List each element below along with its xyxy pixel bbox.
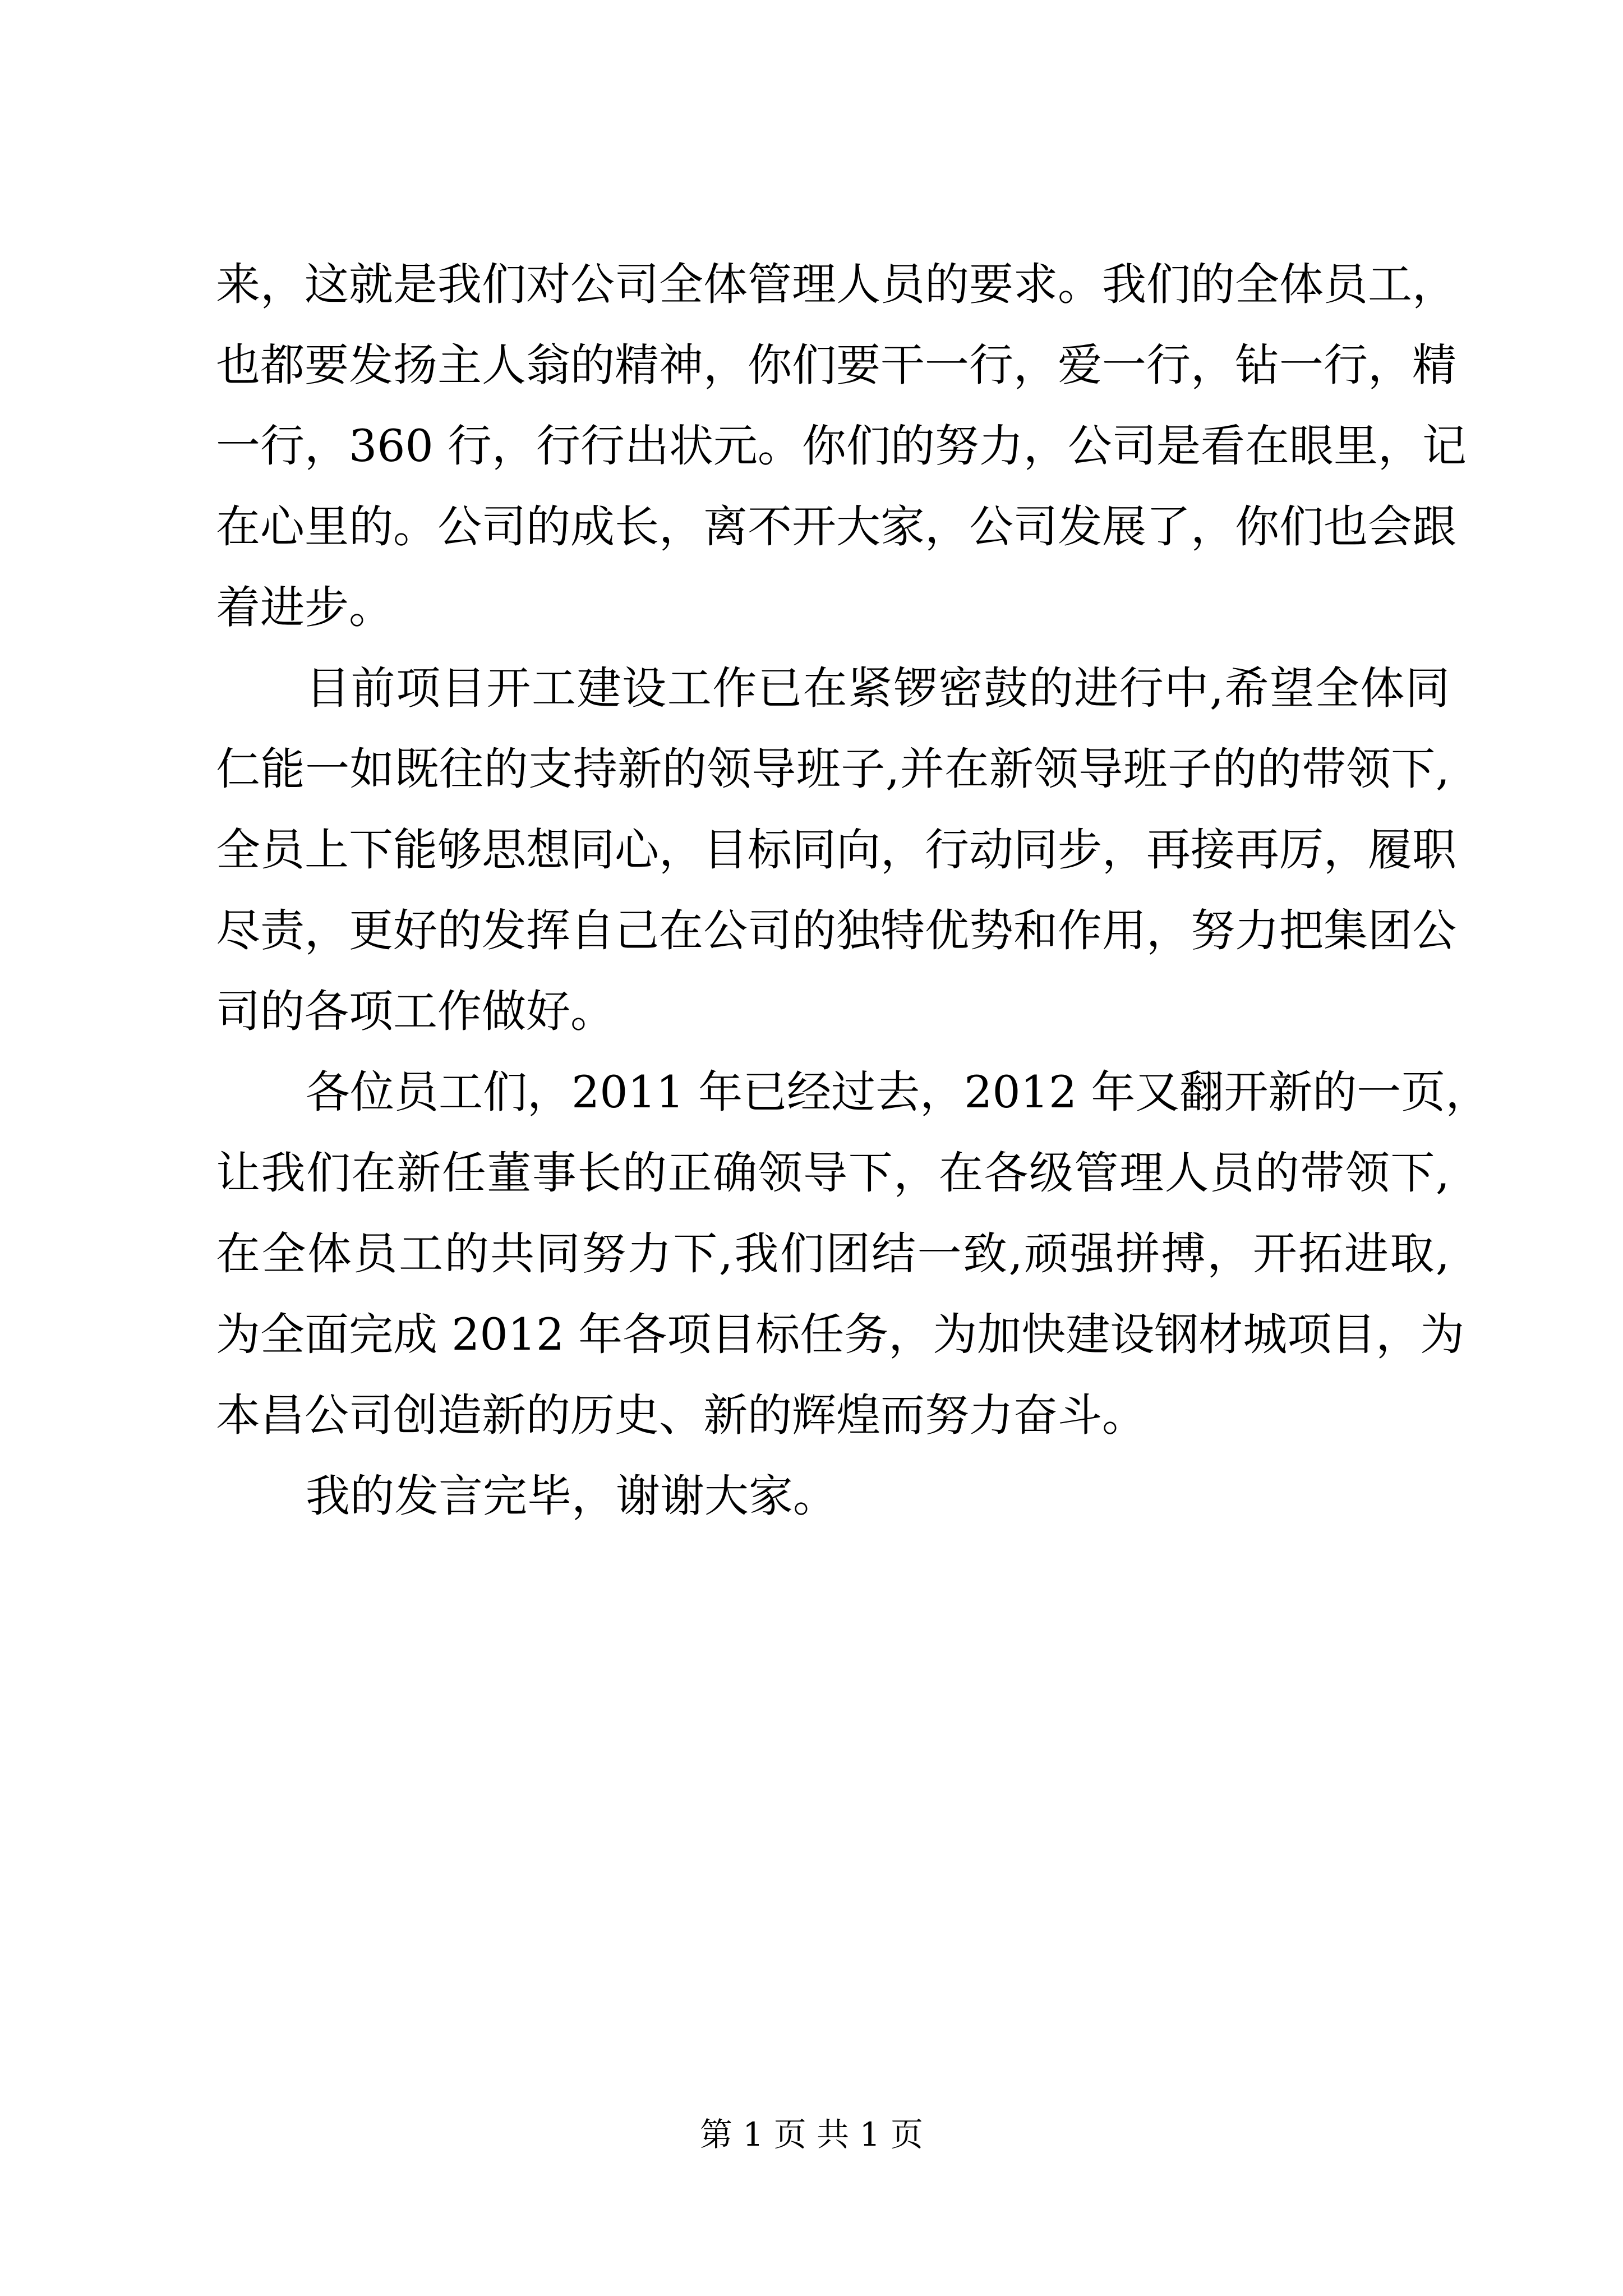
- text-line: 着进步。: [216, 582, 393, 633]
- text-line: 在心里的。公司的成长，离不开大家，公司发展了，你们也会跟: [216, 501, 1456, 553]
- text-line: 全员上下能够思想同心，目标同向，行动同步，再接再厉，履职: [216, 824, 1456, 876]
- text-line: 各位员工们，2011 年已经过去，2012 年又翻开新的一页，: [306, 1066, 1490, 1118]
- text-line: 仁能一如既往的支持新的领导班子,并在新领导班子的的带领下,: [216, 743, 1450, 795]
- body-text: [216, 244, 1490, 1536]
- text-line: 司的各项工作做好。: [216, 986, 615, 1037]
- text-line: 我的发言完毕，谢谢大家。: [306, 1470, 837, 1522]
- text-line: 在全体员工的共同努力下,我们团结一致,顽强拼搏，开拓进取,: [216, 1228, 1450, 1280]
- text-line: 尽责，更好的发挥自己在公司的独特优势和作用，努力把集团公: [216, 905, 1456, 956]
- text-line: 也都要发扬主人翁的精神，你们要干一行，爱一行，钻一行，精: [216, 339, 1456, 391]
- text-line: 本昌公司创造新的历史、新的辉煌而努力奋斗。: [216, 1389, 1146, 1441]
- text-line: 一行，360 行，行行出状元。你们的努力，公司是看在眼里，记: [216, 420, 1467, 472]
- text-line: 来，这就是我们对公司全体管理人员的要求。我们的全体员工，: [216, 259, 1456, 310]
- text-line: 为全面完成 2012 年各项目标任务，为加快建设钢材城项目，为: [216, 1309, 1465, 1360]
- page-footer: 第 1 页 共 1 页: [700, 2115, 923, 2154]
- text-line: 让我们在新任董事长的正确领导下，在各级管理人员的带领下,: [216, 1147, 1450, 1199]
- text-line: 目前项目开工建设工作已在紧锣密鼓的进行中,希望全体同: [306, 662, 1450, 714]
